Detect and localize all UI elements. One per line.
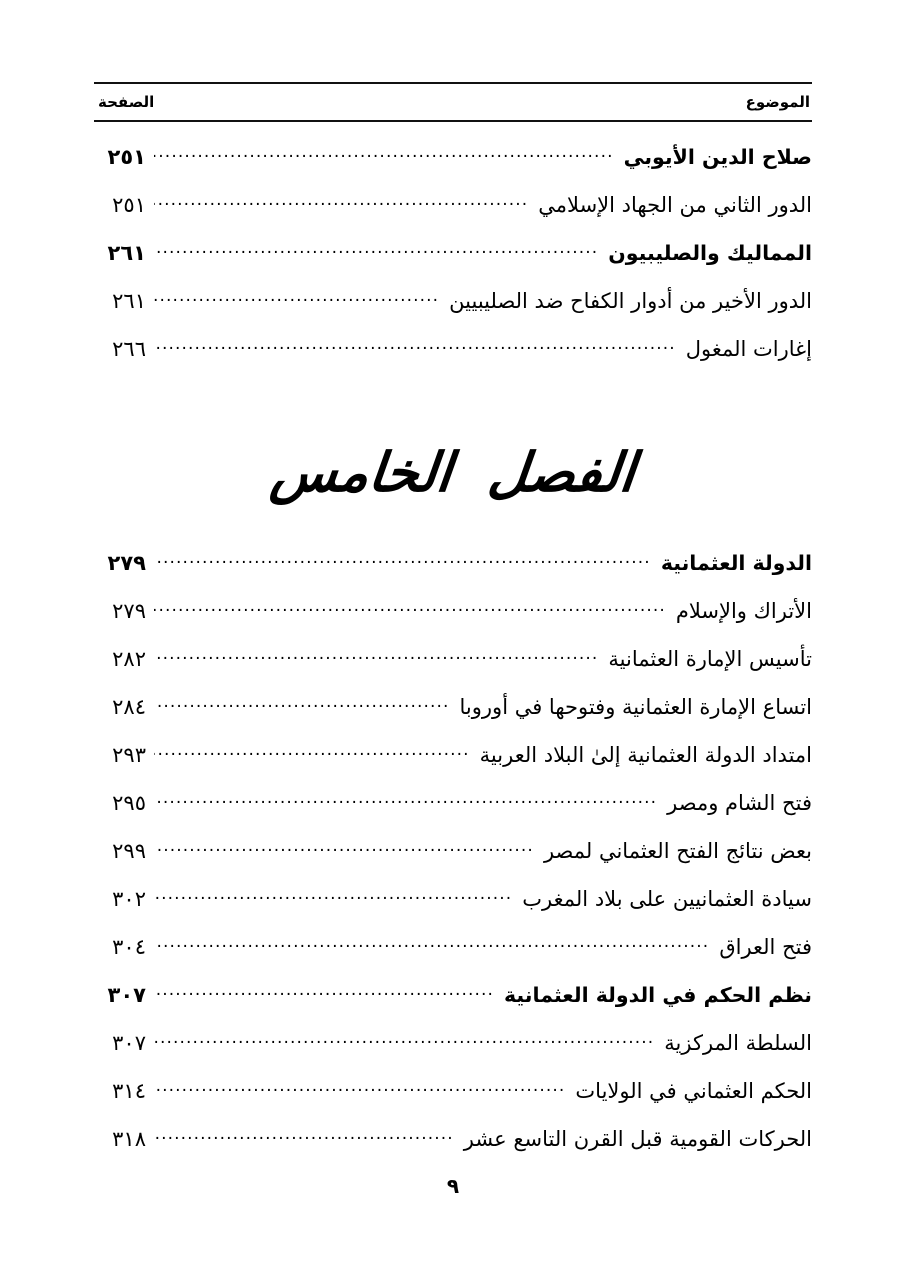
toc-dot-leader	[154, 554, 651, 570]
toc-header	[94, 82, 812, 122]
toc-entry[interactable]	[94, 1127, 812, 1175]
toc-entry-title: المماليك والصليبيون	[608, 241, 812, 265]
toc-entry[interactable]	[94, 1079, 812, 1127]
toc-entry-page-number: ٣٠٢	[112, 887, 146, 911]
toc-dot-leader	[154, 938, 709, 954]
toc-entry-page-number: ٣١٤	[112, 1079, 146, 1103]
toc-dot-leader	[154, 602, 666, 618]
toc-entry-title: بعض نتائج الفتح العثماني لمصر	[543, 839, 812, 863]
toc-entry-page-number: ٢٦١	[112, 289, 146, 313]
toc-entry-page-number: ٢٩٣	[112, 743, 146, 767]
toc-entry[interactable]	[94, 647, 812, 695]
toc-dot-leader	[154, 244, 598, 260]
toc-entry-page-number: ٢٨٤	[112, 695, 146, 719]
toc-entry[interactable]	[94, 1031, 812, 1079]
toc-entry[interactable]	[94, 743, 812, 791]
toc-entry[interactable]	[94, 887, 812, 935]
toc-entry-page-number: ٣٠٧	[112, 1031, 146, 1055]
toc-dot-leader	[154, 1130, 454, 1146]
toc-entry-title: الحكم العثماني في الولايات	[575, 1079, 812, 1103]
toc-entry-title: فتح العراق	[719, 935, 812, 959]
toc-dot-leader	[154, 1034, 654, 1050]
toc-dot-leader	[154, 340, 676, 356]
toc-entry-page-number: ٣٠٧	[107, 983, 146, 1007]
toc-entry-title: امتداد الدولة العثمانية إلىٰ البلاد العربية	[479, 743, 812, 767]
toc-entry-page-number: ٣١٨	[112, 1127, 146, 1151]
toc-entry-page-number: ٢٨٢	[112, 647, 146, 671]
toc-entry-page-number: ٢٦١	[107, 241, 146, 265]
toc-entry-title: نظم الحكم في الدولة العثمانية	[504, 983, 812, 1007]
toc-entry[interactable]	[94, 241, 812, 289]
toc-entry-list-lower	[94, 551, 812, 1175]
toc-entry-page-number: ٢٦٦	[112, 337, 146, 361]
header-page-label: الصفحة	[98, 92, 155, 111]
toc-entry-page-number: ٢٧٩	[112, 599, 146, 623]
toc-dot-leader	[154, 986, 494, 1002]
toc-entry-list-upper	[94, 145, 812, 385]
toc-entry[interactable]	[94, 935, 812, 983]
toc-entry-page-number: ٢٧٩	[107, 551, 146, 575]
toc-dot-leader	[154, 890, 512, 906]
toc-entry-title: سيادة العثمانيين على بلاد المغرب	[522, 887, 812, 911]
toc-entry-title: صلاح الدين الأيوبي	[623, 145, 812, 169]
toc-dot-leader	[154, 1082, 565, 1098]
toc-entry-title: الأتراك والإسلام	[675, 599, 812, 623]
toc-entry[interactable]	[94, 289, 812, 337]
toc-dot-leader	[154, 746, 470, 762]
toc-entry-title: اتساع الإمارة العثمانية وفتوحها في أوروبا	[459, 695, 812, 719]
toc-entry[interactable]	[94, 599, 812, 647]
toc-entry[interactable]	[94, 839, 812, 887]
page-folio-number: ٩	[446, 1174, 460, 1198]
toc-entry[interactable]	[94, 337, 812, 385]
toc-entry-title: السلطة المركزية	[664, 1031, 812, 1055]
toc-dot-leader	[154, 842, 534, 858]
toc-dot-leader	[154, 196, 528, 212]
toc-dot-leader	[154, 794, 657, 810]
toc-entry[interactable]	[94, 145, 812, 193]
toc-entry-title: فتح الشام ومصر	[667, 791, 812, 815]
toc-entry-title: الدور الثاني من الجهاد الإسلامي	[538, 193, 812, 217]
toc-entry-page-number: ٣٠٤	[112, 935, 146, 959]
toc-dot-leader	[154, 292, 439, 308]
toc-entry-page-number: ٢٥١	[107, 145, 146, 169]
toc-entry-page-number: ٢٩٩	[112, 839, 146, 863]
toc-entry[interactable]	[94, 551, 812, 599]
toc-entry-title: إغارات المغول	[685, 337, 812, 361]
toc-entry-page-number: ٢٩٥	[112, 791, 146, 815]
toc-dot-leader	[154, 650, 598, 666]
toc-entry[interactable]	[94, 193, 812, 241]
toc-entry-title: تأسيس الإمارة العثمانية	[608, 647, 812, 671]
toc-entry[interactable]	[94, 983, 812, 1031]
toc-entry-title: الحركات القومية قبل القرن التاسع عشر	[463, 1127, 812, 1151]
chapter-divider	[0, 408, 906, 538]
chapter-title-calligraphy: الفصل الخامس	[267, 441, 639, 504]
toc-entry-title: الدور الأخير من أدوار الكفاح ضد الصليبيين	[449, 289, 812, 313]
toc-entry-title: الدولة العثمانية	[660, 551, 812, 575]
toc-dot-leader	[154, 148, 614, 164]
header-subject-label: الموضوع	[745, 92, 810, 111]
toc-entry-page-number: ٢٥١	[112, 193, 146, 217]
toc-entry[interactable]	[94, 695, 812, 743]
toc-dot-leader	[154, 698, 450, 714]
toc-entry[interactable]	[94, 791, 812, 839]
